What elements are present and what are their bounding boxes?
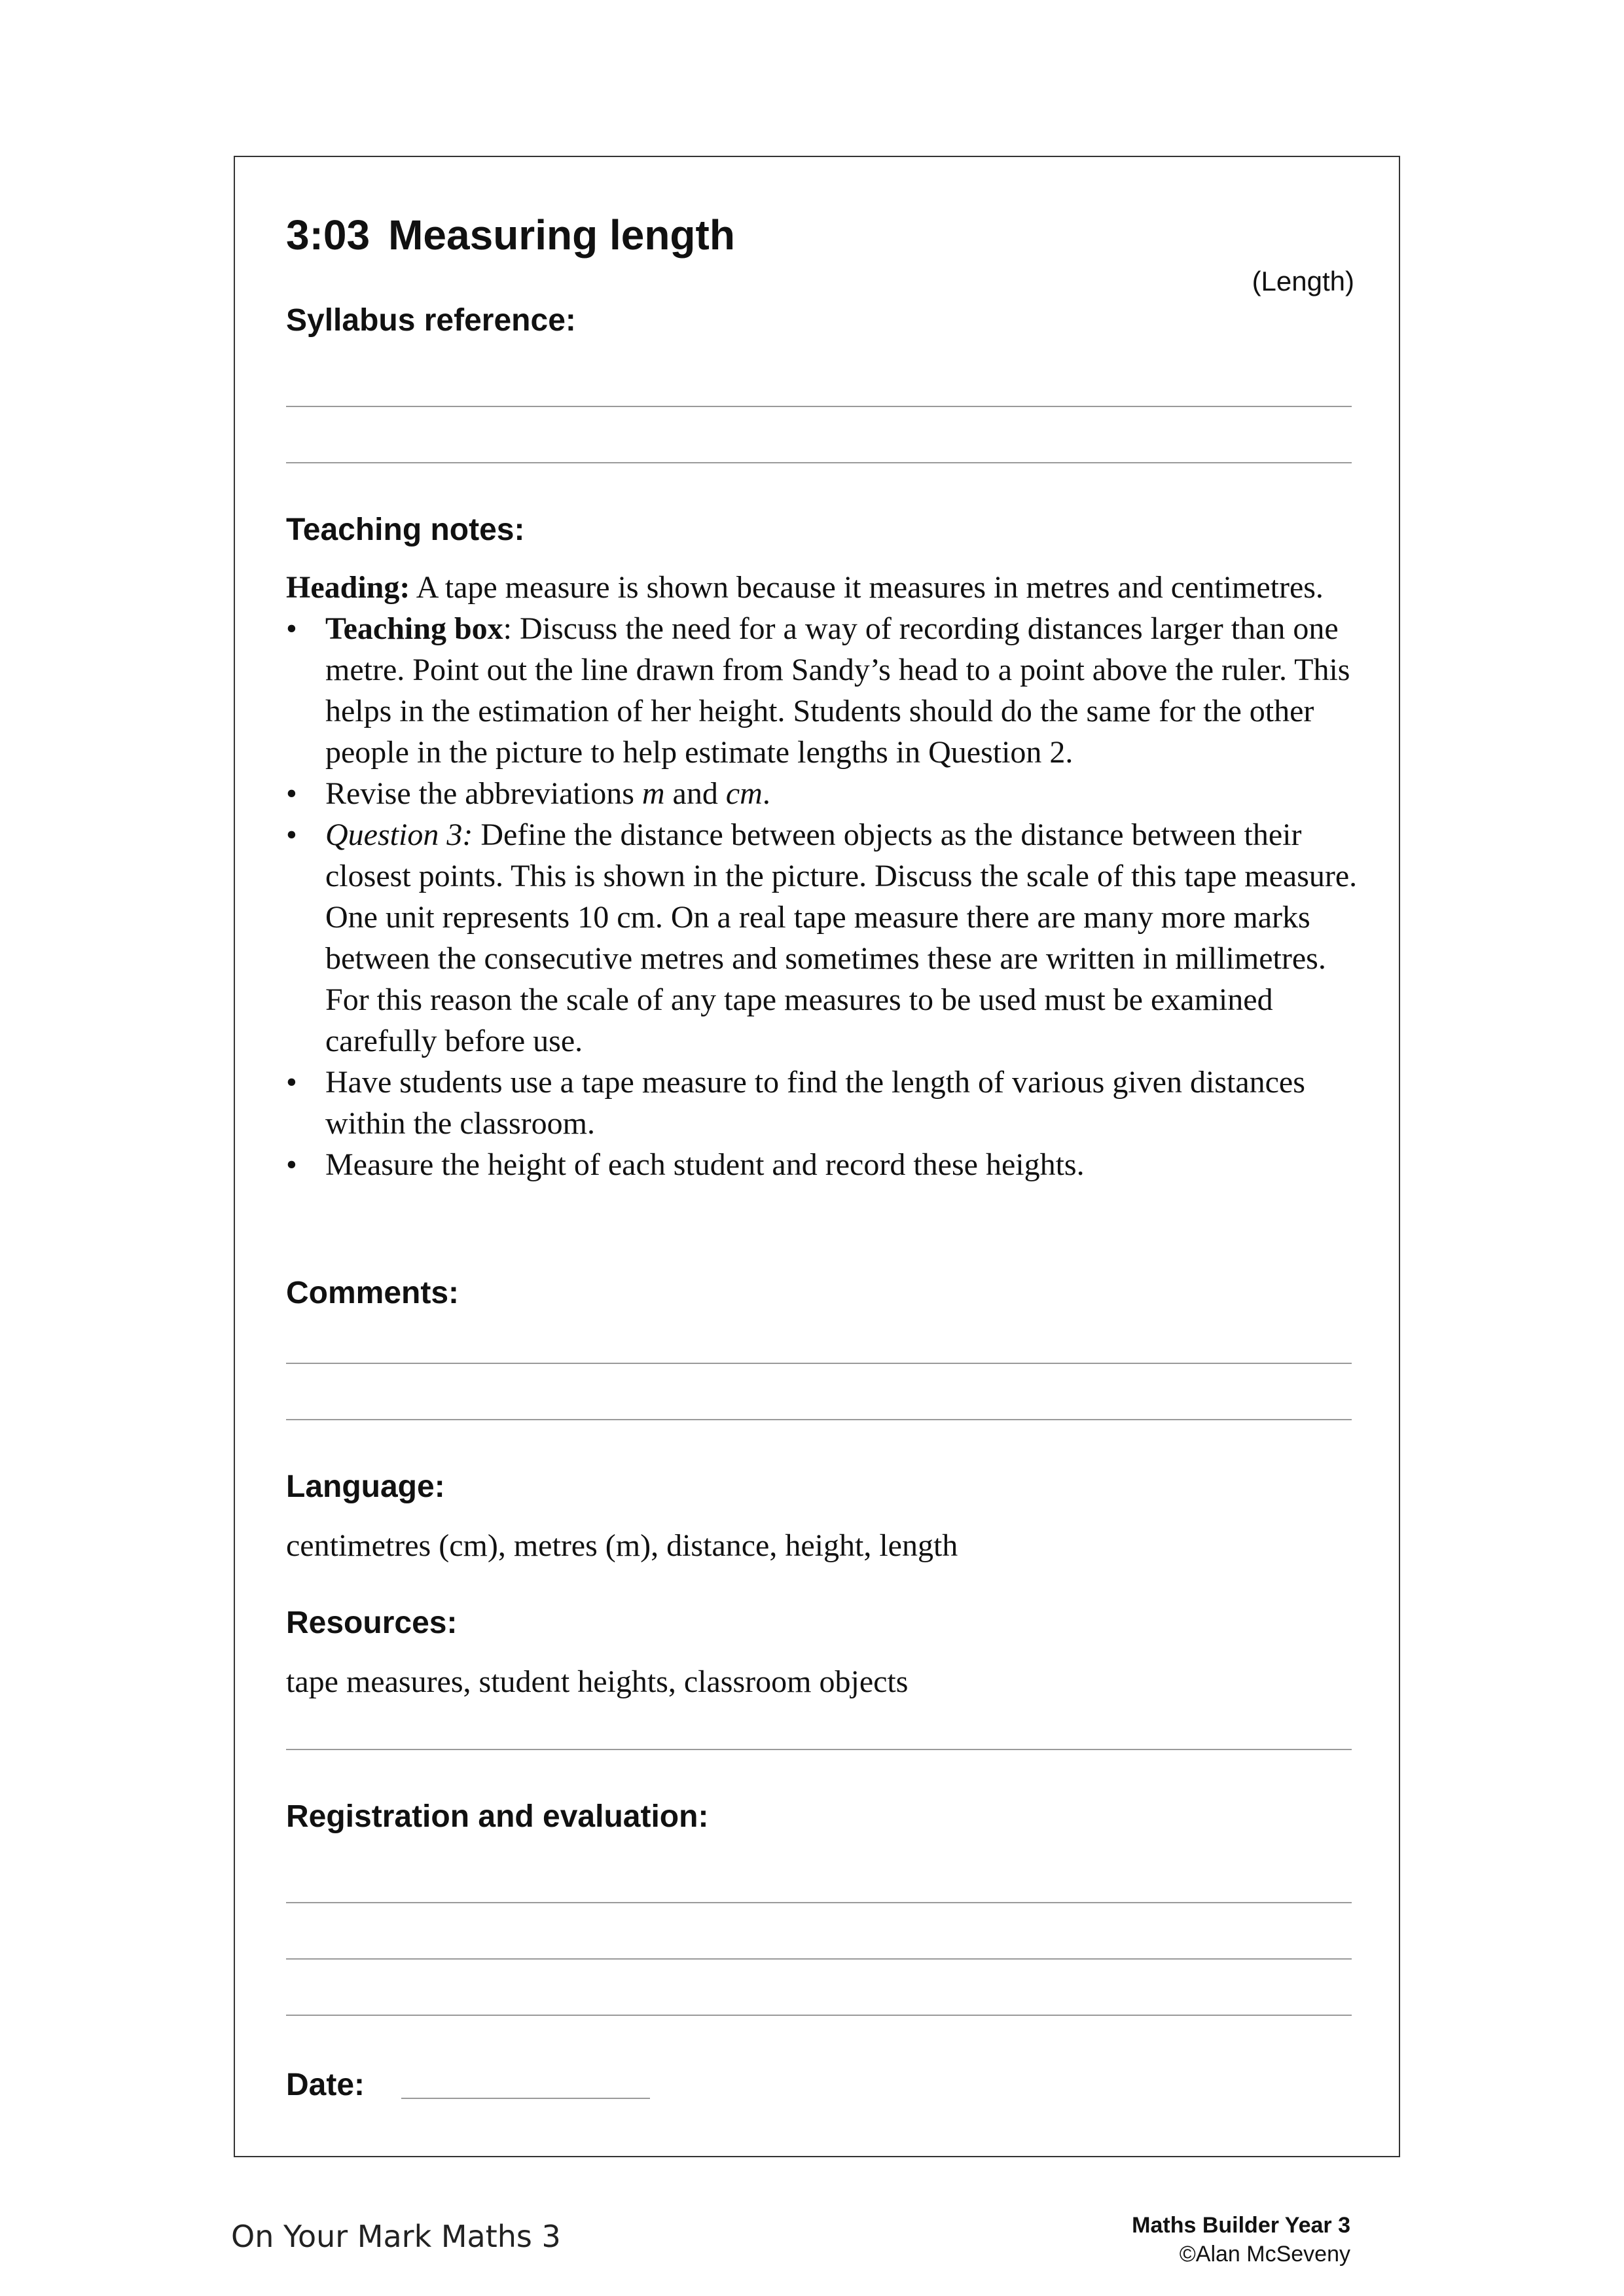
resources-line (286, 1749, 1352, 1750)
registration-line-1 (286, 1902, 1352, 1903)
language-text: centimetres (cm), metres (m), distance, height, length (286, 1528, 958, 1563)
list-item: • Have students use a tape measure to find the length of various given distances within the classroom. (286, 1065, 1305, 1141)
teaching-notes-heading: Teaching notes: (286, 512, 525, 547)
syllabus-heading: Syllabus reference: (286, 303, 576, 338)
footer-book-title: Maths Builder Year 3 (1132, 2213, 1350, 2238)
footer-series-title: On Your Mark Maths 3 (231, 2219, 561, 2254)
strand-label: (Length) (1252, 266, 1354, 296)
date-label: Date: (286, 2068, 365, 2102)
registration-line-3 (286, 2015, 1352, 2016)
registration-heading: Registration and evaluation: (286, 1799, 709, 1834)
teaching-notes-body (286, 567, 1360, 1185)
list-item: • Teaching box: Discuss the need for a way of recording distances larger than one metre. Point out the line drawn from Sandy’s head to a point above the ruler. This helps in the estimation of her height. Students should do the same for the other people in the picture to help estimate lengths in Question 2. (286, 611, 1350, 770)
list-item: • Measure the height of each student and record these heights. (286, 1147, 1085, 1182)
list-item: • Revise the abbreviations m and cm. (286, 776, 770, 811)
comments-line-1 (286, 1363, 1352, 1364)
lesson-number: 3:03 (286, 211, 370, 259)
date-line (401, 2098, 650, 2099)
notes-list (286, 608, 1360, 1185)
language-heading: Language: (286, 1469, 445, 1504)
heading-note-text: A tape measure is shown because it measures in metres and centimetres. (410, 570, 1324, 605)
resources-text: tape measures, student heights, classroom objects (286, 1664, 909, 1699)
page-title (286, 211, 735, 259)
syllabus-line-2 (286, 462, 1352, 463)
heading-note (286, 567, 1360, 608)
resources-heading: Resources: (286, 1605, 458, 1640)
syllabus-line-1 (286, 406, 1352, 407)
footer-credit (1132, 2211, 1350, 2269)
comments-line-2 (286, 1419, 1352, 1420)
registration-line-2 (286, 1958, 1352, 1960)
heading-note-label: Heading: (286, 570, 410, 605)
lesson-title: Measuring length (388, 211, 735, 259)
comments-heading: Comments: (286, 1276, 460, 1310)
footer-copyright: ©Alan McSeveny (1179, 2242, 1350, 2267)
list-item: • Question 3: Define the distance between objects as the distance between their closest points. This is shown in the picture. Discuss the scale of this tape measure. One unit represents 10 cm. On a real tape measure there are many more marks between the consecutive metres and sometimes these are written in millimetres. For this reason the scale of any tape measures to be used must be examined carefully before use. (286, 817, 1358, 1058)
